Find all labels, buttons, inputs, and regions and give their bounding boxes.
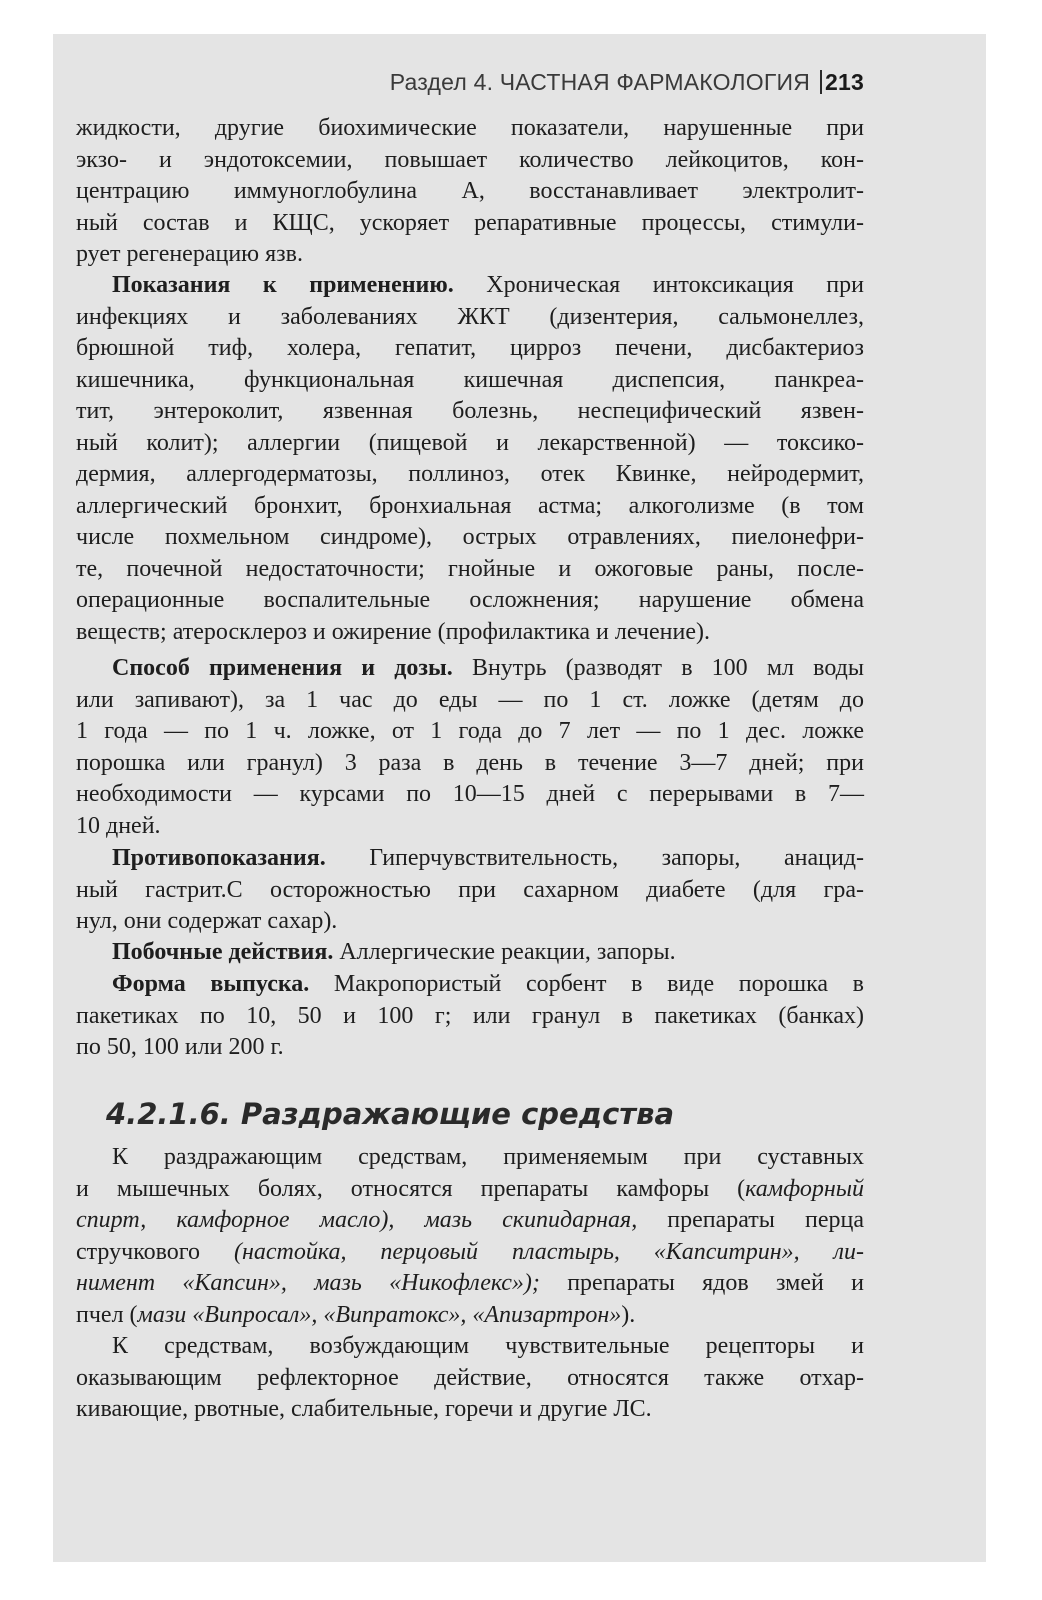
text-line: жидкости, другие биохимические показатели, нарушенные при	[76, 115, 864, 141]
text-line: Показания к применению. Хроническая интоксикация при	[112, 272, 864, 298]
text-line: необходимости — курсами по 10—15 дней с перерывами в 7—	[76, 781, 864, 807]
release-form-heading: Форма выпуска.	[112, 971, 310, 997]
text-line: ный состав и КЩС, ускоряет репаративные процессы, стимули-	[76, 209, 864, 236]
paragraph-irritants	[76, 1142, 864, 1331]
page-number: 213	[825, 69, 864, 95]
text-line: ный гастрит.С осторожностью при сахарном диабете (для гра-	[76, 876, 864, 903]
text-line: Побочные действия. Аллергические реакции, запоры.	[112, 939, 676, 965]
running-title: Раздел 4. ЧАСТНАЯ ФАРМАКОЛОГИЯ	[389, 69, 811, 95]
indications-heading: Показания к применению.	[112, 272, 454, 298]
text-line: пчел (мази «Випросал», «Випратокс», «Апизартрон»).	[76, 1301, 636, 1328]
text-line: кивающие, рвотные, слабительные, горечи и другие ЛС.	[76, 1396, 652, 1422]
section-title: 4.2.1.6. Раздражающие средства	[106, 1097, 675, 1131]
text-line: Способ применения и дозы. Внутрь (разводят в 100 мл воды	[112, 655, 864, 681]
text-line: оказывающим рефлекторное действие, относятся также отхар-	[76, 1364, 864, 1391]
text-line: числе похмельном синдроме), острых отравлениях, пиелонефри-	[76, 524, 864, 550]
paragraph-reflex	[76, 1331, 864, 1426]
text-line: нул, они содержат сахар).	[76, 908, 338, 934]
text-line: 10 дней.	[76, 812, 161, 839]
text-line: стручкового (настойка, перцовый пластырь, «Капситрин», ли-	[76, 1238, 864, 1265]
paragraph-contraindications	[76, 843, 864, 938]
paragraph-dosage	[76, 653, 864, 842]
text-line: нимент «Капсин», мазь «Никофлекс»); препараты ядов змей и	[76, 1270, 865, 1296]
text-line: порошка или гранул) 3 раза в день в течение 3—7 дней; при	[76, 749, 864, 776]
text-line: дермия, аллергодерматозы, поллиноз, отек Квинке, нейродермит,	[76, 461, 864, 487]
paragraph-side-effects	[76, 937, 864, 969]
paragraph-continuation	[76, 113, 864, 271]
text-line: К средствам, возбуждающим чувствительные рецепторы и	[112, 1333, 864, 1359]
text-line: спирт, камфорное масло), мазь скипидарная, препараты перца	[76, 1207, 864, 1233]
text-line: пакетиках по 10, 50 и 100 г; или гранул в пакетиках (банках)	[76, 1002, 864, 1029]
text-line: рует регенерацию язв.	[76, 241, 303, 267]
contraindications-heading: Противопоказания.	[112, 845, 326, 871]
text-line: тит, энтероколит, язвенная болезнь, неспецифический язвен-	[76, 398, 864, 424]
text-line: брюшной тиф, холера, гепатит, цирроз печени, дисбактериоз	[76, 335, 864, 361]
text-line: и мышечных болях, относятся препараты камфоры (камфорный	[76, 1175, 864, 1202]
text-line: Противопоказания. Гиперчувствительность, запоры, анацид-	[112, 845, 864, 871]
text-line: веществ; атеросклероз и ожирение (профилактика и лечение).	[76, 618, 710, 645]
text-line: центрацию иммуноглобулина А, восстанавливает электролит-	[76, 178, 864, 204]
text-line: 1 года — по 1 ч. ложке, от 1 года до 7 лет — по 1 дес. ложке	[76, 718, 864, 744]
dosage-heading: Способ применения и дозы.	[112, 655, 453, 681]
running-header	[70, 64, 864, 100]
text-line: Форма выпуска. Макропористый сорбент в виде порошка в	[112, 971, 864, 997]
text-line: ный колит); аллергии (пищевой и лекарственной) — токсико-	[76, 429, 864, 456]
text-line: или запивают), за 1 час до еды — по 1 ст. ложке (детям до	[76, 686, 864, 713]
paragraph-indications	[76, 270, 864, 648]
text-line: экзо- и эндотоксемии, повышает количество лейкоцитов, кон-	[76, 146, 864, 173]
text-line: аллергический бронхит, бронхиальная астма; алкоголизме (в том	[76, 492, 864, 519]
text-line: кишечника, функциональная кишечная диспепсия, панкреа-	[76, 366, 864, 393]
text-line: те, почечной недостаточности; гнойные и ожоговые раны, после-	[76, 555, 864, 582]
text-line: операционные воспалительные осложнения; нарушение обмена	[76, 587, 864, 613]
header-separator	[820, 70, 822, 94]
side-effects-heading: Побочные действия.	[112, 939, 334, 965]
text-line: по 50, 100 или 200 г.	[76, 1034, 284, 1060]
text-line: К раздражающим средствам, применяемым при суставных	[112, 1144, 864, 1170]
paragraph-release-form	[76, 969, 864, 1064]
text-line: инфекциях и заболеваниях ЖКТ (дизентерия, сальмонеллез,	[76, 303, 864, 330]
